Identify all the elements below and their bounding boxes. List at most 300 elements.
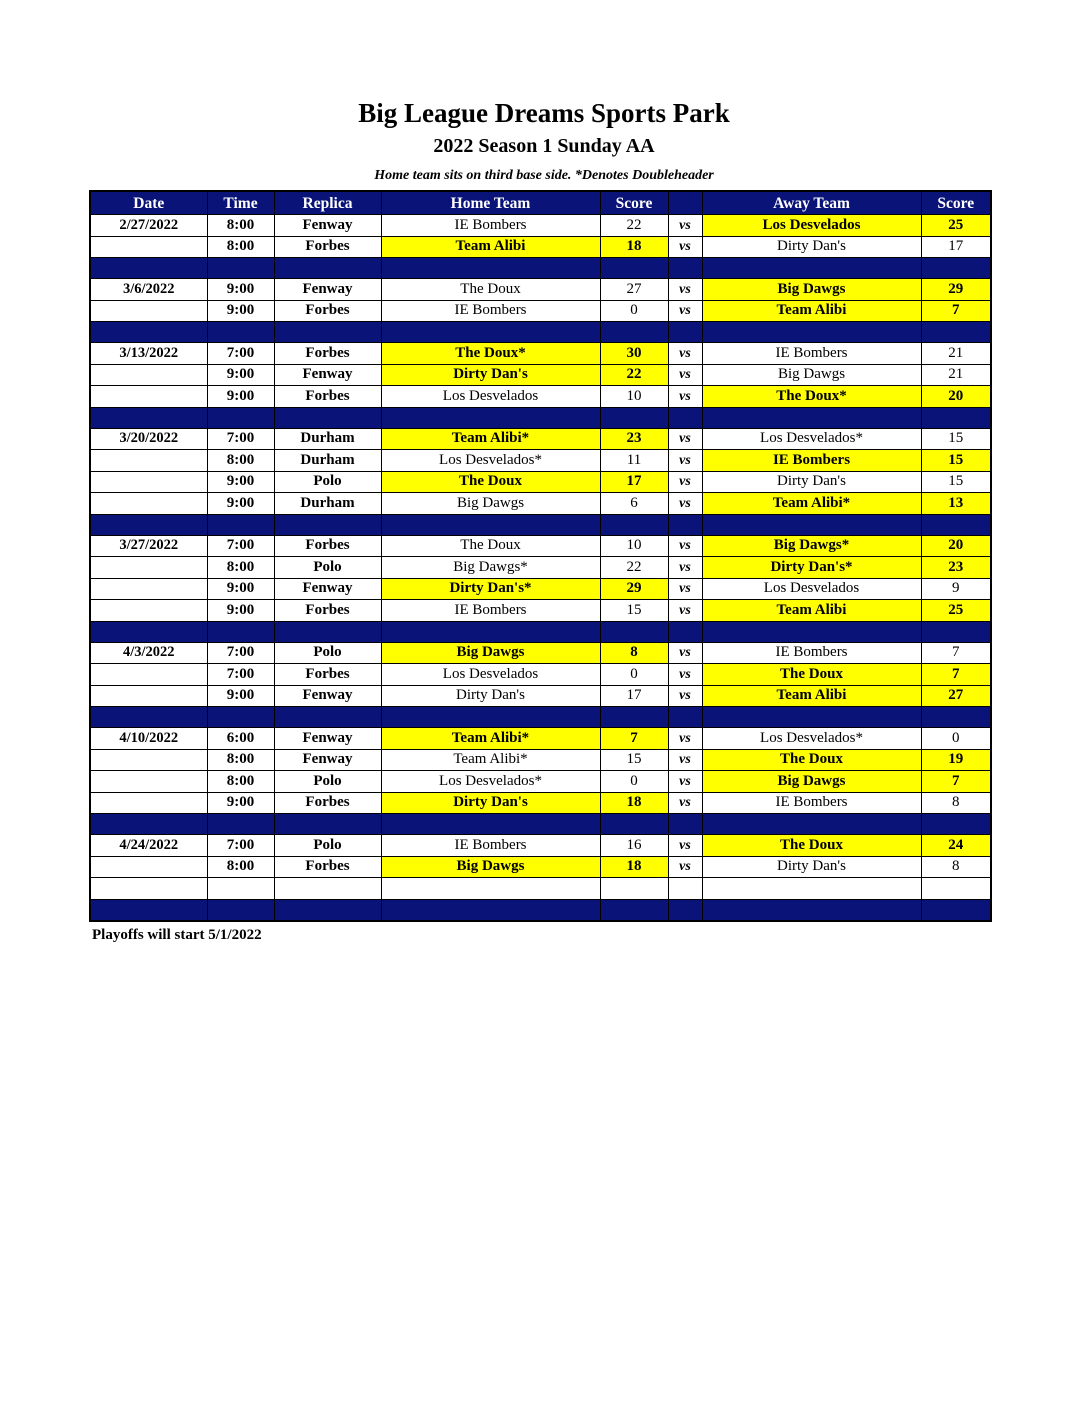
away-team-cell: Team Alibi <box>702 300 921 322</box>
date-cell <box>90 450 207 472</box>
separator-cell <box>207 322 274 343</box>
time-cell: 7:00 <box>207 535 274 557</box>
time-cell: 8:00 <box>207 771 274 793</box>
separator-cell <box>702 258 921 279</box>
time-cell: 8:00 <box>207 749 274 771</box>
home-score-cell: 30 <box>600 343 668 365</box>
home-score-cell <box>600 878 668 900</box>
home-team-cell: The Doux* <box>381 343 600 365</box>
home-score-cell: 8 <box>600 642 668 664</box>
separator-cell <box>90 621 207 642</box>
time-cell: 7:00 <box>207 664 274 686</box>
game-row <box>90 856 991 878</box>
home-team-cell: Team Alibi <box>381 236 600 258</box>
home-score-cell: 0 <box>600 300 668 322</box>
separator-cell <box>90 322 207 343</box>
separator-cell <box>381 258 600 279</box>
separator-cell <box>274 621 381 642</box>
away-team-cell: Los Desvelados* <box>702 728 921 750</box>
vs-cell <box>668 878 702 900</box>
page-subtitle: 2022 Season 1 Sunday AA <box>433 135 655 157</box>
away-score-cell: 7 <box>921 642 991 664</box>
away-team-cell: The Doux <box>702 749 921 771</box>
home-score-cell: 17 <box>600 471 668 493</box>
home-team-cell: Big Dawgs <box>381 493 600 515</box>
replica-cell: Forbes <box>274 600 381 622</box>
away-team-cell: IE Bombers <box>702 450 921 472</box>
away-team-cell: Team Alibi <box>702 600 921 622</box>
vs-cell: vs <box>668 600 702 622</box>
time-cell: 8:00 <box>207 236 274 258</box>
away-score-cell: 25 <box>921 600 991 622</box>
replica-cell: Polo <box>274 557 381 579</box>
replica-cell: Forbes <box>274 856 381 878</box>
separator-cell <box>90 514 207 535</box>
away-score-cell: 15 <box>921 428 991 450</box>
home-team-cell <box>381 878 600 900</box>
date-cell <box>90 685 207 707</box>
separator-cell <box>702 407 921 428</box>
date-cell <box>90 300 207 322</box>
separator-cell <box>600 621 668 642</box>
game-row <box>90 236 991 258</box>
replica-cell: Fenway <box>274 215 381 237</box>
home-team-cell: Dirty Dan's <box>381 792 600 814</box>
col-header-time: Time <box>207 191 274 215</box>
vs-cell: vs <box>668 664 702 686</box>
away-team-cell: Big Dawgs <box>702 771 921 793</box>
time-cell: 7:00 <box>207 835 274 857</box>
home-team-cell: Dirty Dan's <box>381 364 600 386</box>
away-team-cell: IE Bombers <box>702 343 921 365</box>
vs-cell: vs <box>668 535 702 557</box>
away-team-cell: Dirty Dan's* <box>702 557 921 579</box>
time-cell: 9:00 <box>207 471 274 493</box>
time-cell: 8:00 <box>207 215 274 237</box>
date-cell: 2/27/2022 <box>90 215 207 237</box>
away-score-cell: 15 <box>921 450 991 472</box>
away-team-cell: The Doux <box>702 835 921 857</box>
game-row <box>90 835 991 857</box>
vs-cell: vs <box>668 236 702 258</box>
vs-cell: vs <box>668 343 702 365</box>
time-cell: 8:00 <box>207 450 274 472</box>
away-score-cell: 9 <box>921 578 991 600</box>
away-team-cell: The Doux* <box>702 386 921 408</box>
time-cell <box>207 878 274 900</box>
home-score-cell: 18 <box>600 856 668 878</box>
away-team-cell: Team Alibi* <box>702 493 921 515</box>
week-separator-row <box>90 258 991 279</box>
separator-cell <box>600 514 668 535</box>
playoffs-note: Playoffs will start 5/1/2022 <box>92 927 262 943</box>
schedule-note: Home team sits on third base side. *Denotes Doubleheader <box>374 168 714 183</box>
home-team-cell: IE Bombers <box>381 215 600 237</box>
away-team-cell: The Doux <box>702 664 921 686</box>
home-score-cell: 29 <box>600 578 668 600</box>
time-cell: 7:00 <box>207 642 274 664</box>
time-cell: 8:00 <box>207 856 274 878</box>
away-team-cell: Dirty Dan's <box>702 856 921 878</box>
home-team-cell: IE Bombers <box>381 835 600 857</box>
home-score-cell: 22 <box>600 557 668 579</box>
vs-cell: vs <box>668 557 702 579</box>
separator-cell <box>381 707 600 728</box>
home-team-cell: Dirty Dan's* <box>381 578 600 600</box>
separator-cell <box>600 707 668 728</box>
replica-cell: Fenway <box>274 749 381 771</box>
away-score-cell: 21 <box>921 364 991 386</box>
away-score-cell: 15 <box>921 471 991 493</box>
time-cell: 9:00 <box>207 685 274 707</box>
home-score-cell: 10 <box>600 386 668 408</box>
separator-cell <box>274 322 381 343</box>
replica-cell: Fenway <box>274 364 381 386</box>
game-row <box>90 664 991 686</box>
home-score-cell: 17 <box>600 685 668 707</box>
away-team-cell: Big Dawgs* <box>702 535 921 557</box>
separator-cell <box>381 322 600 343</box>
separator-cell <box>921 322 991 343</box>
time-cell: 9:00 <box>207 279 274 301</box>
date-cell: 3/13/2022 <box>90 343 207 365</box>
vs-cell: vs <box>668 856 702 878</box>
home-team-cell: Big Dawgs* <box>381 557 600 579</box>
away-team-cell: Big Dawgs <box>702 279 921 301</box>
game-row <box>90 728 991 750</box>
separator-cell <box>207 814 274 835</box>
replica-cell: Durham <box>274 450 381 472</box>
home-score-cell: 11 <box>600 450 668 472</box>
separator-cell <box>207 707 274 728</box>
separator-cell <box>668 322 702 343</box>
separator-cell <box>381 407 600 428</box>
separator-cell <box>207 258 274 279</box>
separator-cell <box>90 707 207 728</box>
vs-cell: vs <box>668 364 702 386</box>
date-cell: 4/10/2022 <box>90 728 207 750</box>
game-row <box>90 471 991 493</box>
game-row <box>90 749 991 771</box>
game-row <box>90 557 991 579</box>
replica-cell: Forbes <box>274 300 381 322</box>
home-team-cell: Team Alibi* <box>381 428 600 450</box>
away-team-cell <box>702 878 921 900</box>
home-team-cell: Los Desvelados <box>381 386 600 408</box>
date-cell <box>90 749 207 771</box>
separator-cell <box>90 899 207 921</box>
separator-cell <box>274 899 381 921</box>
replica-cell: Fenway <box>274 578 381 600</box>
separator-cell <box>702 621 921 642</box>
col-header-vs <box>668 191 702 215</box>
away-team-cell: Dirty Dan's <box>702 471 921 493</box>
week-separator-row <box>90 322 991 343</box>
away-score-cell: 8 <box>921 792 991 814</box>
week-separator-row <box>90 899 991 921</box>
time-cell: 9:00 <box>207 493 274 515</box>
week-separator-row <box>90 514 991 535</box>
schedule-body <box>90 215 991 921</box>
away-team-cell: Los Desvelados <box>702 215 921 237</box>
home-team-cell: Team Alibi* <box>381 749 600 771</box>
date-cell <box>90 493 207 515</box>
date-cell <box>90 236 207 258</box>
vs-cell: vs <box>668 493 702 515</box>
separator-cell <box>274 514 381 535</box>
away-score-cell: 27 <box>921 685 991 707</box>
vs-cell: vs <box>668 685 702 707</box>
separator-cell <box>90 814 207 835</box>
away-score-cell: 29 <box>921 279 991 301</box>
away-team-cell: Los Desvelados* <box>702 428 921 450</box>
away-score-cell <box>921 878 991 900</box>
game-row <box>90 771 991 793</box>
replica-cell: Polo <box>274 471 381 493</box>
home-team-cell: The Doux <box>381 471 600 493</box>
away-score-cell: 21 <box>921 343 991 365</box>
separator-cell <box>702 514 921 535</box>
away-team-cell: IE Bombers <box>702 792 921 814</box>
home-score-cell: 0 <box>600 771 668 793</box>
time-cell: 9:00 <box>207 792 274 814</box>
date-cell: 3/20/2022 <box>90 428 207 450</box>
separator-cell <box>274 707 381 728</box>
date-cell: 4/3/2022 <box>90 642 207 664</box>
away-team-cell: Dirty Dan's <box>702 236 921 258</box>
home-team-cell: Team Alibi* <box>381 728 600 750</box>
game-row <box>90 300 991 322</box>
header-row <box>90 191 991 215</box>
away-score-cell: 20 <box>921 386 991 408</box>
game-row <box>90 578 991 600</box>
time-cell: 9:00 <box>207 300 274 322</box>
replica-cell <box>274 878 381 900</box>
separator-cell <box>207 899 274 921</box>
date-cell <box>90 792 207 814</box>
separator-cell <box>600 407 668 428</box>
away-score-cell: 19 <box>921 749 991 771</box>
separator-cell <box>921 899 991 921</box>
game-row <box>90 450 991 472</box>
vs-cell: vs <box>668 428 702 450</box>
away-score-cell: 25 <box>921 215 991 237</box>
replica-cell: Forbes <box>274 236 381 258</box>
separator-cell <box>668 707 702 728</box>
away-score-cell: 7 <box>921 664 991 686</box>
vs-cell: vs <box>668 386 702 408</box>
separator-cell <box>668 258 702 279</box>
vs-cell: vs <box>668 215 702 237</box>
home-team-cell: The Doux <box>381 535 600 557</box>
separator-cell <box>600 258 668 279</box>
vs-cell: vs <box>668 792 702 814</box>
replica-cell: Durham <box>274 493 381 515</box>
home-score-cell: 27 <box>600 279 668 301</box>
separator-cell <box>600 322 668 343</box>
separator-cell <box>921 814 991 835</box>
separator-cell <box>921 407 991 428</box>
replica-cell: Polo <box>274 771 381 793</box>
replica-cell: Fenway <box>274 279 381 301</box>
col-header-home-score: Score <box>600 191 668 215</box>
home-team-cell: IE Bombers <box>381 600 600 622</box>
home-team-cell: Big Dawgs <box>381 642 600 664</box>
replica-cell: Forbes <box>274 386 381 408</box>
week-separator-row <box>90 621 991 642</box>
home-score-cell: 15 <box>600 600 668 622</box>
separator-cell <box>274 258 381 279</box>
replica-cell: Durham <box>274 428 381 450</box>
home-team-cell: Dirty Dan's <box>381 685 600 707</box>
date-cell <box>90 386 207 408</box>
home-team-cell: Big Dawgs <box>381 856 600 878</box>
separator-cell <box>921 258 991 279</box>
game-row <box>90 364 991 386</box>
home-team-cell: Los Desvelados* <box>381 771 600 793</box>
vs-cell: vs <box>668 578 702 600</box>
date-cell <box>90 771 207 793</box>
separator-cell <box>668 514 702 535</box>
vs-cell: vs <box>668 279 702 301</box>
time-cell: 6:00 <box>207 728 274 750</box>
vs-cell: vs <box>668 749 702 771</box>
time-cell: 9:00 <box>207 600 274 622</box>
col-header-replica: Replica <box>274 191 381 215</box>
home-score-cell: 18 <box>600 236 668 258</box>
vs-cell: vs <box>668 300 702 322</box>
separator-cell <box>600 814 668 835</box>
away-score-cell: 7 <box>921 771 991 793</box>
separator-cell <box>600 899 668 921</box>
game-row <box>90 279 991 301</box>
date-cell <box>90 878 207 900</box>
away-score-cell: 0 <box>921 728 991 750</box>
separator-cell <box>702 814 921 835</box>
game-row <box>90 493 991 515</box>
home-score-cell: 22 <box>600 215 668 237</box>
away-score-cell: 8 <box>921 856 991 878</box>
date-cell <box>90 856 207 878</box>
separator-cell <box>702 899 921 921</box>
date-cell: 4/24/2022 <box>90 835 207 857</box>
col-header-away-team: Away Team <box>702 191 921 215</box>
away-score-cell: 7 <box>921 300 991 322</box>
separator-cell <box>668 899 702 921</box>
game-row <box>90 792 991 814</box>
home-score-cell: 23 <box>600 428 668 450</box>
separator-cell <box>921 514 991 535</box>
separator-cell <box>207 514 274 535</box>
col-header-date: Date <box>90 191 207 215</box>
separator-cell <box>668 814 702 835</box>
date-cell <box>90 557 207 579</box>
separator-cell <box>668 407 702 428</box>
replica-cell: Forbes <box>274 664 381 686</box>
col-header-away-score: Score <box>921 191 991 215</box>
vs-cell: vs <box>668 771 702 793</box>
away-team-cell: IE Bombers <box>702 642 921 664</box>
separator-cell <box>702 322 921 343</box>
week-separator-row <box>90 814 991 835</box>
home-score-cell: 16 <box>600 835 668 857</box>
time-cell: 7:00 <box>207 428 274 450</box>
replica-cell: Fenway <box>274 685 381 707</box>
vs-cell: vs <box>668 728 702 750</box>
separator-cell <box>274 814 381 835</box>
away-team-cell: Team Alibi <box>702 685 921 707</box>
game-row <box>90 878 991 900</box>
away-score-cell: 23 <box>921 557 991 579</box>
separator-cell <box>668 621 702 642</box>
separator-cell <box>921 621 991 642</box>
away-score-cell: 17 <box>921 236 991 258</box>
game-row <box>90 386 991 408</box>
time-cell: 8:00 <box>207 557 274 579</box>
game-row <box>90 685 991 707</box>
vs-cell: vs <box>668 835 702 857</box>
away-score-cell: 24 <box>921 835 991 857</box>
vs-cell: vs <box>668 471 702 493</box>
game-row <box>90 343 991 365</box>
away-team-cell: Los Desvelados <box>702 578 921 600</box>
date-cell <box>90 364 207 386</box>
time-cell: 9:00 <box>207 364 274 386</box>
replica-cell: Polo <box>274 642 381 664</box>
separator-cell <box>921 707 991 728</box>
date-cell: 3/6/2022 <box>90 279 207 301</box>
away-score-cell: 20 <box>921 535 991 557</box>
home-team-cell: Los Desvelados <box>381 664 600 686</box>
away-score-cell: 13 <box>921 493 991 515</box>
home-score-cell: 15 <box>600 749 668 771</box>
col-header-home-team: Home Team <box>381 191 600 215</box>
separator-cell <box>207 621 274 642</box>
separator-cell <box>274 407 381 428</box>
time-cell: 9:00 <box>207 578 274 600</box>
home-score-cell: 7 <box>600 728 668 750</box>
vs-cell: vs <box>668 450 702 472</box>
replica-cell: Forbes <box>274 535 381 557</box>
time-cell: 9:00 <box>207 386 274 408</box>
date-cell <box>90 600 207 622</box>
replica-cell: Forbes <box>274 343 381 365</box>
vs-cell: vs <box>668 642 702 664</box>
game-row <box>90 535 991 557</box>
replica-cell: Forbes <box>274 792 381 814</box>
home-score-cell: 22 <box>600 364 668 386</box>
replica-cell: Polo <box>274 835 381 857</box>
home-team-cell: Los Desvelados* <box>381 450 600 472</box>
home-score-cell: 6 <box>600 493 668 515</box>
home-team-cell: IE Bombers <box>381 300 600 322</box>
week-separator-row <box>90 707 991 728</box>
home-score-cell: 18 <box>600 792 668 814</box>
separator-cell <box>381 514 600 535</box>
week-separator-row <box>90 407 991 428</box>
separator-cell <box>381 899 600 921</box>
game-row <box>90 215 991 237</box>
away-team-cell: Big Dawgs <box>702 364 921 386</box>
separator-cell <box>381 621 600 642</box>
home-score-cell: 0 <box>600 664 668 686</box>
game-row <box>90 428 991 450</box>
date-cell <box>90 578 207 600</box>
separator-cell <box>90 407 207 428</box>
page-title: Big League Dreams Sports Park <box>358 98 730 128</box>
separator-cell <box>207 407 274 428</box>
separator-cell <box>702 707 921 728</box>
